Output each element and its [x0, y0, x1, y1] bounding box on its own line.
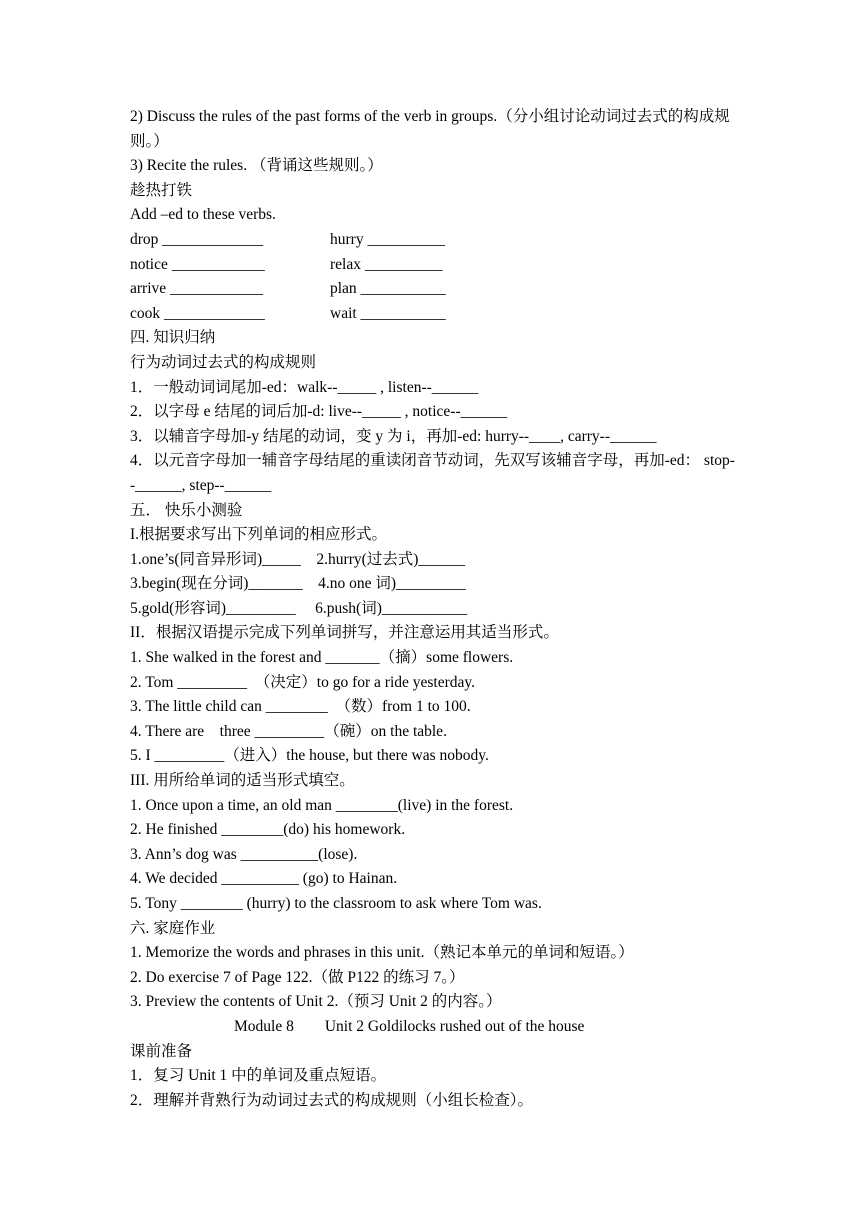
drill-verb-left: notice ____________	[130, 255, 265, 273]
part-2-title: II．根据汉语提示完成下列单词拼写，并注意运用其适当形式。	[130, 624, 559, 642]
drill-verb-right: hurry __________	[330, 230, 445, 248]
discuss-step: 2) Discuss the rules of the past forms of the verb in groups.（分小组讨论动词过去式的构成规则。）	[130, 108, 730, 150]
prep-title: 课前准备	[130, 1042, 193, 1060]
rule-item: 2．以字母 e 结尾的词后加-d: live--_____ , notice--______	[130, 403, 508, 421]
part-2-item: 5. I _________（进入）the house, but there was nobody.	[130, 747, 489, 765]
drill-verb-right: wait ___________	[330, 304, 446, 322]
drill-verb-left: arrive ____________	[130, 280, 264, 298]
unit-2-title: Module 8 Unit 2 Goldilocks rushed out of the house	[234, 1017, 585, 1035]
part-3-item: 3. Ann’s dog was __________(lose).	[130, 845, 358, 863]
drill-title: 趁热打铁	[130, 181, 193, 199]
section-4-subtitle: 行为动词过去式的构成规则	[130, 353, 317, 371]
part-2-item: 4. There are three _________（碗）on the table.	[130, 722, 447, 740]
worksheet-page	[130, 105, 740, 1113]
prep-item: 1．复习 Unit 1 中的单词及重点短语。	[130, 1067, 387, 1085]
section-6-title: 六. 家庭作业	[130, 919, 216, 937]
rule-item: 4．以元音字母加一辅音字母结尾的重读闭音节动词，先双写该辅音字母，再加-ed： stop--______, step--______	[130, 452, 735, 494]
part-2-item: 2. Tom _________ （决定）to go for a ride yesterday.	[130, 673, 476, 691]
part-1-row: 3.begin(现在分词)_______ 4.no one 词)_________	[130, 575, 466, 593]
drill-row	[130, 302, 740, 327]
section-4-title: 四. 知识归纳	[130, 329, 216, 347]
homework-item: 3. Preview the contents of Unit 2.（预习 Unit 2 的内容。）	[130, 993, 502, 1011]
prep-item: 2．理解并背熟行为动词过去式的构成规则（小组长检查）。	[130, 1091, 534, 1109]
drill-verb-left: drop _____________	[130, 230, 264, 248]
rule-item: 1．一般动词词尾加-ed：walk--_____ , listen--______	[130, 378, 479, 396]
homework-item: 1. Memorize the words and phrases in this unit.（熟记本单元的单词和短语。）	[130, 944, 634, 962]
section-5-title: 五． 快乐小测验	[130, 501, 243, 519]
part-2-item: 3. The little child can ________ （数）from 1 to 100.	[130, 698, 471, 716]
part-3-item: 4. We decided __________ (go) to Hainan.	[130, 870, 398, 888]
recite-step: 3) Recite the rules. （背诵这些规则。）	[130, 157, 383, 175]
part-3-item: 5. Tony ________ (hurry) to the classroom to ask where Tom was.	[130, 895, 542, 912]
part-3-item: 2. He finished ________(do) his homework.	[130, 821, 406, 839]
part-1-title: I.根据要求写出下列单词的相应形式。	[130, 526, 388, 544]
drill-row	[130, 277, 740, 302]
part-1-row: 1.one’s(同音异形词)_____ 2.hurry(过去式)______	[130, 550, 465, 568]
drill-row	[130, 253, 740, 278]
drill-verb-left: cook _____________	[130, 304, 265, 322]
drill-instruction: Add –ed to these verbs.	[130, 206, 276, 224]
part-1-row: 5.gold(形容词)_________ 6.push(词)___________	[130, 599, 468, 617]
rule-item: 3．以辅音字母加-y 结尾的动词，变 y 为 i，再加-ed: hurry--____, carry--______	[130, 427, 657, 445]
part-3-item: 1. Once upon a time, an old man ________(live) in the forest.	[130, 796, 514, 814]
part-3-title: III. 用所给单词的适当形式填空。	[130, 772, 355, 790]
homework-item: 2. Do exercise 7 of Page 122.（做 P122 的练习 7。）	[130, 968, 465, 986]
part-2-item: 1. She walked in the forest and _______（摘）some flowers.	[130, 649, 514, 667]
drill-row	[130, 228, 740, 253]
drill-verb-right: plan ___________	[330, 280, 446, 298]
drill-verb-right: relax __________	[330, 255, 443, 273]
